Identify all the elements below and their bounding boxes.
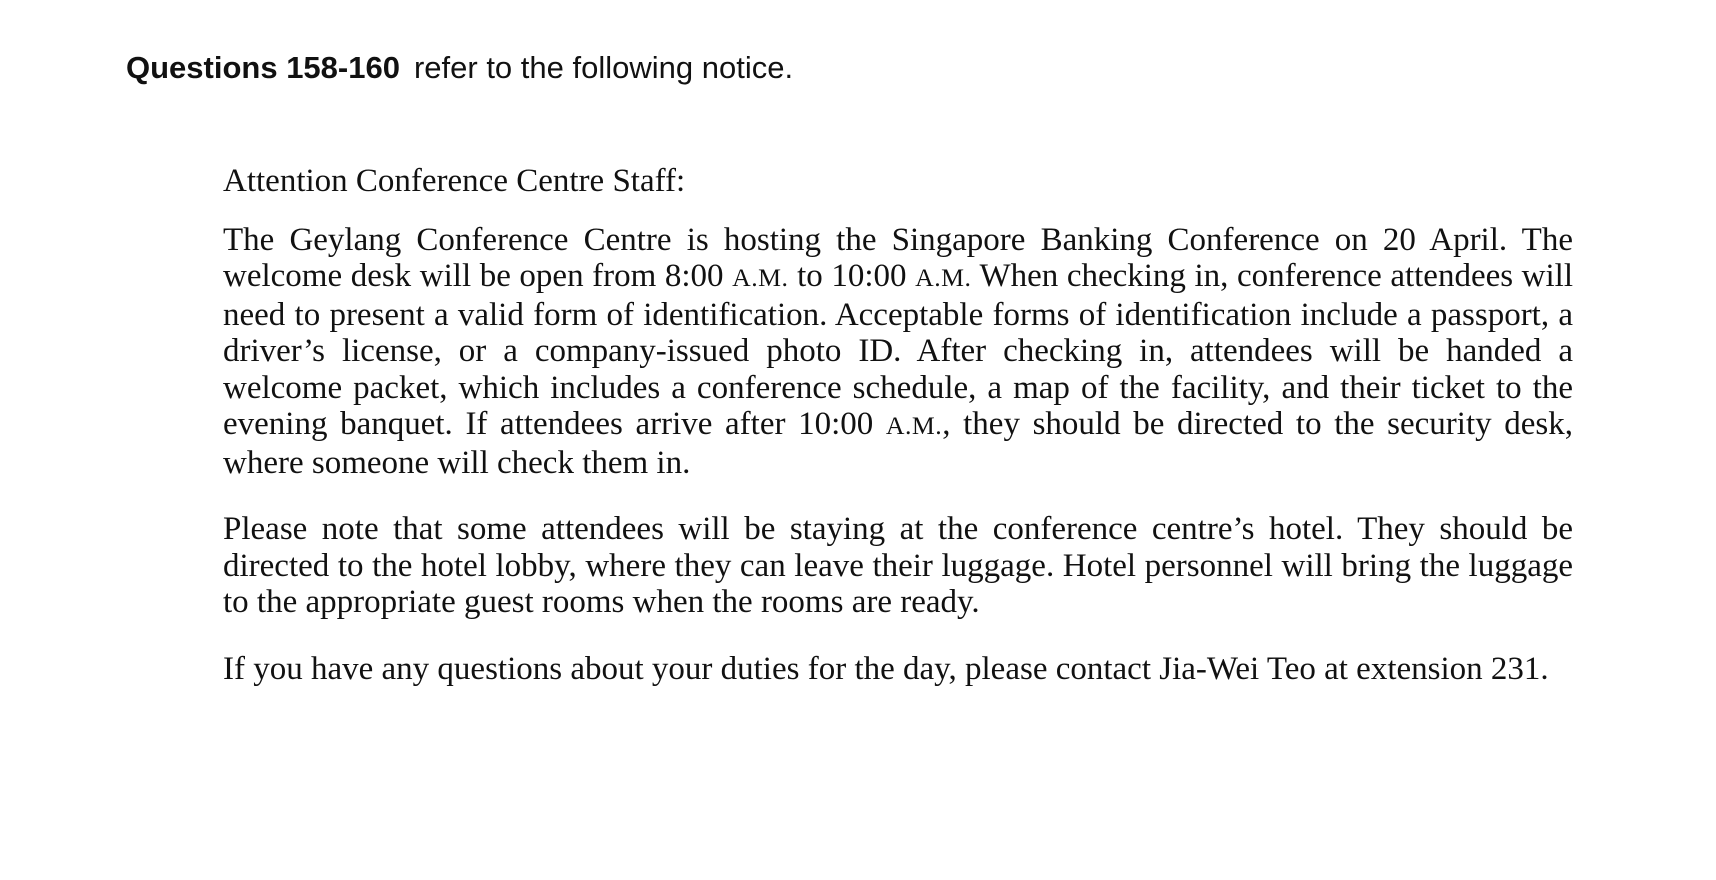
paragraph-1-text-a: The Geylang Conference Centre is hosting the Singapore Banking Conference on 20 April. The welcome desk will be open from 8:00	[223, 221, 1573, 294]
question-header	[126, 48, 793, 88]
paragraph-1-text-b: to 10:00	[788, 258, 916, 294]
notice-body	[223, 163, 1573, 687]
paragraph-1-text-c: When checking in, conference attendees will need to present a valid form of identification. Acceptable forms of identification include a passport, a driver’s license, or a company-issued photo ID. After checking in, attendees will be handed a welcome packet, which includes a conference schedule, a map of the facility, and their ticket to the evening banquet. If attendees arrive after 10:00	[223, 258, 1574, 442]
question-instruction: refer to the following notice.	[413, 50, 794, 85]
notice-paragraph-3: If you have any questions about your duties for the day, please contact Jia-Wei Teo at extension 231.	[223, 650, 1549, 687]
question-range: Questions 158-160	[126, 50, 400, 85]
time-am-label: A.M.	[732, 263, 789, 292]
notice-paragraph-2: Please note that some attendees will be staying at the conference centre’s hotel. They should be directed to the hotel lobby, where they can leave their luggage. Hotel personnel will bring the luggage to the appropriate guest rooms when the rooms are ready.	[223, 511, 1573, 620]
paragraph-1-text-d: , they should be directed to the security desk, where someone will check them in.	[223, 406, 1573, 481]
notice-paragraph-1	[223, 222, 1573, 482]
time-am-label: A.M.	[885, 411, 943, 440]
time-am-label: A.M.	[915, 263, 972, 292]
notice-salutation: Attention Conference Centre Staff:	[223, 163, 686, 199]
